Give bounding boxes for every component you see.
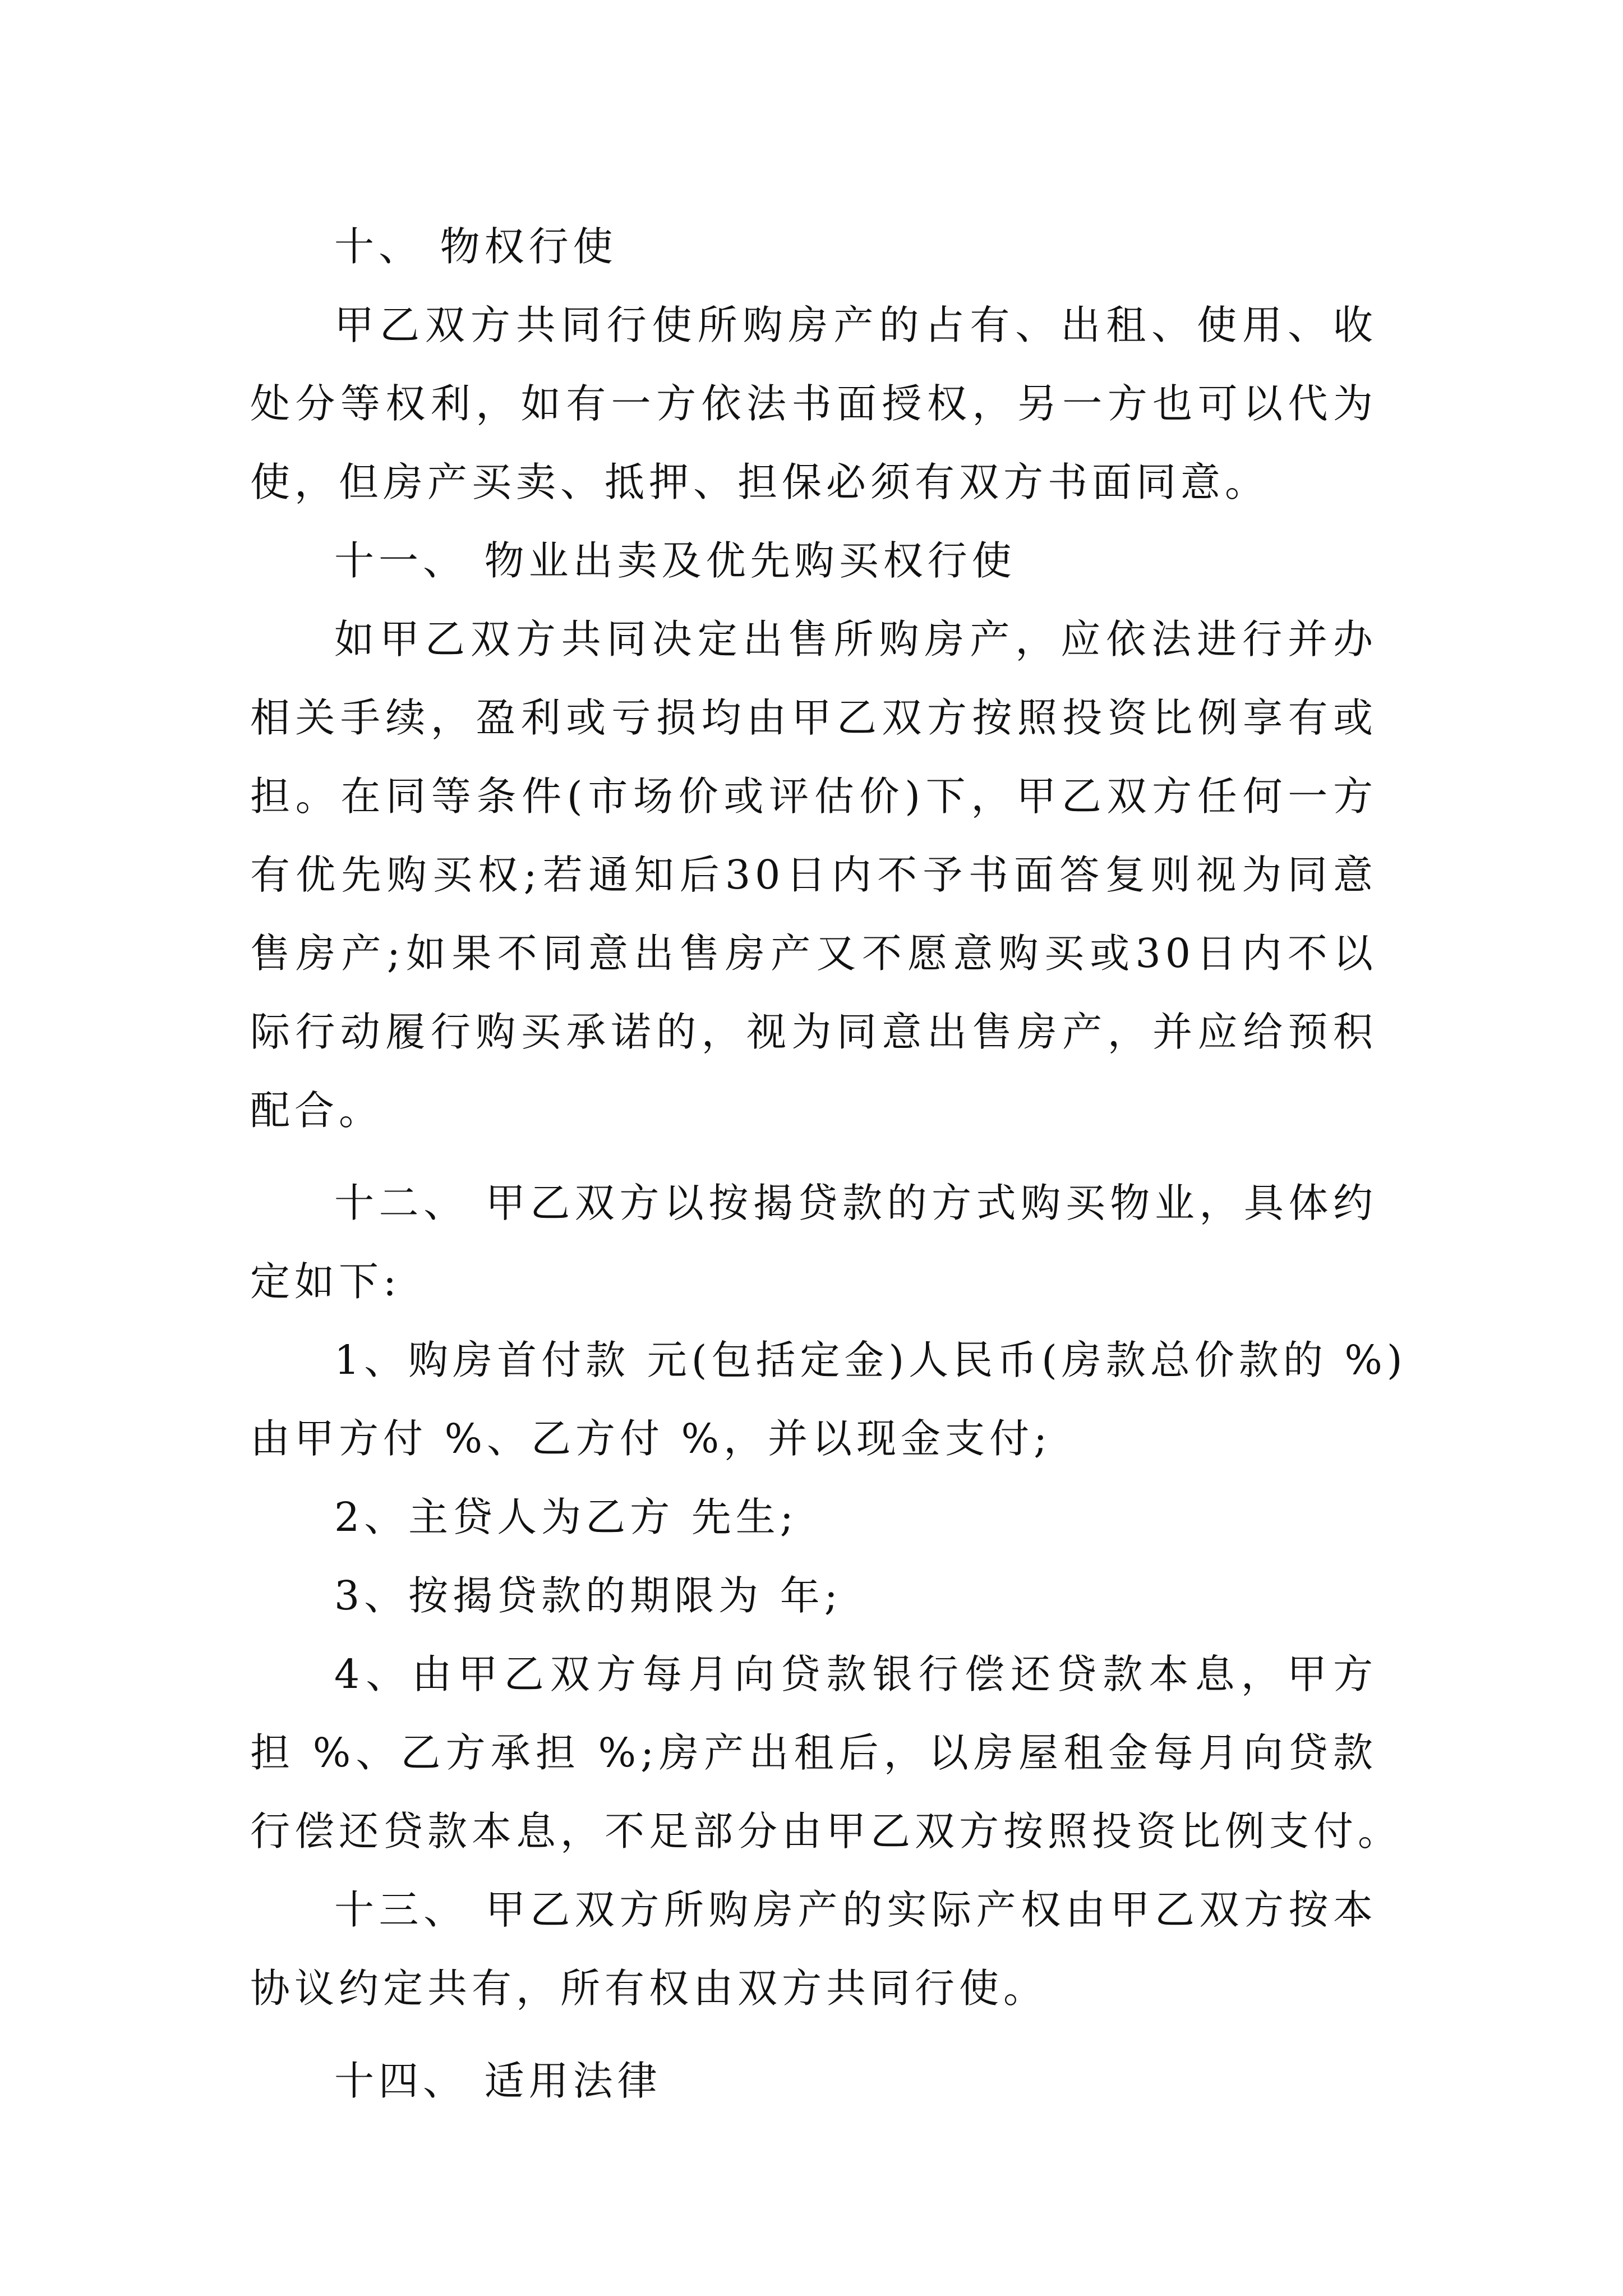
paragraph-line: 担 %、乙方承担 %;房产出租后，以房屋租金每月向贷款 [250, 1729, 1377, 1776]
section-heading-13: 十三、 甲乙双方所购房产的实际产权由甲乙双方按本 [334, 1887, 1377, 1933]
list-item-4: 4、由甲乙双方每月向贷款银行偿还贷款本息，甲方 [334, 1651, 1377, 1697]
list-item-1: 1、购房首付款 元(包括定金)人民币(房款总价款的 %) [334, 1337, 1407, 1383]
list-item-3: 3、按揭贷款的期限为 年; [334, 1572, 842, 1619]
paragraph-line: 如甲乙双方共同决定出售所购房产，应依法进行并办 [334, 616, 1377, 662]
paragraph-line: 行偿还贷款本息，不足部分由甲乙双方按照投资比例支付。 [250, 1808, 1403, 1855]
paragraph-line: 由甲方付 %、乙方付 %，并以现金支付; [250, 1415, 1052, 1462]
list-item-2: 2、主贷人为乙方 先生; [334, 1494, 798, 1540]
paragraph-line: 际行动履行购买承诺的，视为同意出售房产，并应给预积 [250, 1009, 1377, 1055]
section-heading-12: 十二、 甲乙双方以按揭贷款的方式购买物业，具体约 [334, 1180, 1377, 1226]
section-heading-11: 十一、 物业出卖及优先购买权行使 [334, 537, 1016, 584]
paragraph-line: 有优先购买权;若通知后30日内不予书面答复则视为同意 [250, 852, 1377, 898]
paragraph-line: 担。在同等条件(市场价或评估价)下，甲乙双方任何一方 [250, 773, 1377, 820]
paragraph-line: 协议约定共有，所有权由双方共同行使。 [250, 1965, 1048, 2012]
section-heading-14: 十四、 适用法律 [334, 2058, 662, 2104]
paragraph-line: 定如下: [250, 1258, 401, 1305]
paragraph-line: 甲乙双方共同行使所购房产的占有、出租、使用、收 [334, 302, 1377, 348]
section-heading-10: 十、 物权行使 [334, 223, 617, 270]
paragraph-line: 售房产;如果不同意出售房产又不愿意购买或30日内不以 [250, 930, 1377, 977]
paragraph-line: 使，但房产买卖、抵押、担保必须有双方书面同意。 [250, 459, 1270, 505]
paragraph-line: 相关手续，盈利或亏损均由甲乙双方按照投资比例享有或 [250, 694, 1377, 741]
paragraph-line: 配合。 [250, 1087, 384, 1134]
paragraph-line: 处分等权利，如有一方依法书面授权，另一方也可以代为 [250, 380, 1377, 427]
document-body [250, 208, 1407, 2120]
